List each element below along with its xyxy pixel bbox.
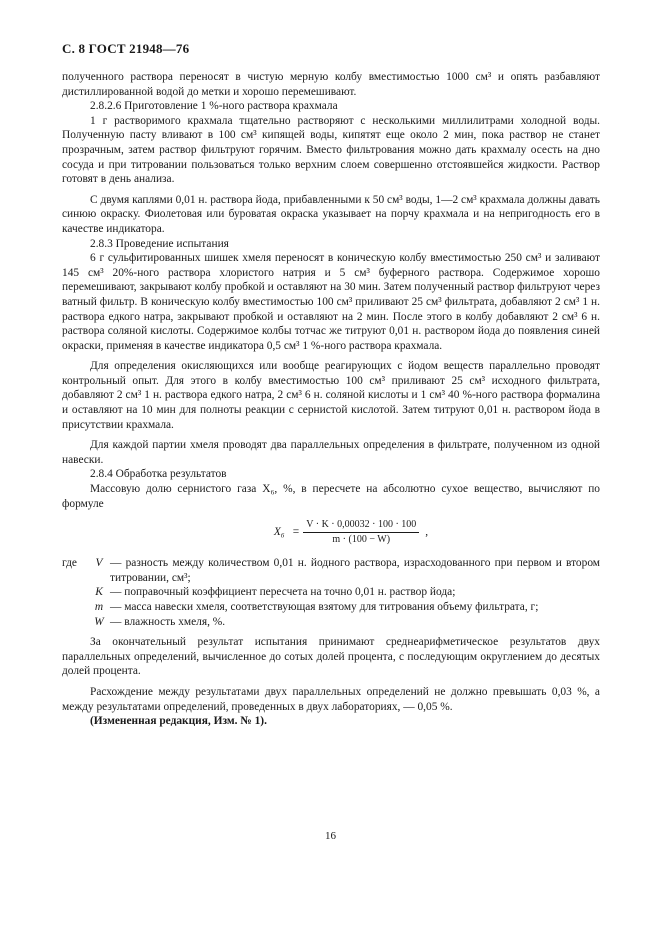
page-header: С. 8 ГОСТ 21948—76: [62, 41, 190, 56]
where-definition: — поправочный коэффициент пересчета на точно 0,01 н. раствор йода;: [110, 586, 456, 599]
paragraph: Для определения окисляющихся или вообще реагирующих с йодом веществ параллельно проводят контрольный опыт. Для этого в колбу вместимостью 100 см³ приливают 25 см³ исходного фильтрата, добавляют 2 см³ 1 н. раствора едкого натра, 2 см³ 6 н. соляной кислоты и 1 см³ 40 %-ного раствора формалина и оставляют на 10 мин для полноты реакции с сернистой кислотой. Затем титруют 0,01 н. раствором йода в присутствии крахмала.: [62, 360, 600, 431]
page-number: 16: [325, 830, 336, 842]
formula-fraction: [303, 519, 419, 546]
edition-note: (Измененная редакция, Изм. № 1).: [90, 715, 267, 728]
document-body: [62, 70, 600, 729]
where-definition: — разность между количеством 0,01 н. йодного раствора, израсходованного при первом и втором титровании, см³;: [110, 557, 600, 584]
formula: [62, 519, 600, 546]
paragraph: 6 г сульфитированных шишек хмеля переносят в коническую колбу вместимостью 250 см³ и заливают 145 см³ 20%-ного раствора хлористого натрия и 5 см³ буферного раствора. Содержимое хорошо перемешивают, закрывают колбу пробкой и оставляют на 30 мин. Затем полученный раствор фильтруют через ватный фильтр. В коническую колбу вместимостью 100 см³ приливают 25 см³ фильтрата, добавляют 2 см³ 1 н. раствора едкого натра, закрывают пробкой и оставляют на 2 мин. После этого в колбу добавляют 2 см³ 6 н. раствора соляной кислоты. Содержимое колбы тотчас же титруют 0,01 н. раствором йода до появления синей окраски, применяя в качестве индикатора 0,5 см³ 1 %-ного раствора крахмала.: [62, 252, 600, 352]
where-item: [62, 615, 600, 630]
formula-equals: =: [292, 526, 300, 539]
where-item: [62, 600, 600, 615]
paragraph: полученного раствора переносят в чистую мерную колбу вместимостью 1000 см³ и опять разбавляют дистиллированной водой до метки и хорошо перемешивают.: [62, 71, 600, 98]
where-lead: где: [62, 557, 77, 570]
where-symbol: m: [94, 601, 104, 613]
formula-lhs: X₆: [273, 526, 285, 539]
where-symbol: K: [95, 586, 103, 599]
where-item: [62, 556, 600, 585]
paragraph: С двумя каплями 0,01 н. раствора йода, прибавленными к 50 см³ воды, 1—2 см³ крахмала должны давать синюю окраску. Фиолетовая или буроватая окраска указывает на порчу крахмала и на непригодность его в качестве индикатора.: [62, 193, 600, 235]
section-heading: 2.8.2.6 Приготовление 1 %-ного раствора крахмала: [90, 100, 338, 113]
where-symbol: W: [94, 615, 104, 628]
paragraph: Расхождение между результатами двух параллельных определений не должно превышать 0,03 %, а между результатами определений, проведенных в двух лабораториях, — 0,05 %.: [62, 685, 600, 713]
formula-denominator: m · (100 − W): [332, 534, 391, 546]
where-definition: — влажность хмеля, %.: [110, 615, 226, 628]
paragraph: За окончательный результат испытания принимают среднеарифметическое результатов двух параллельных определений, вычисленное до сотых долей процента, с последующим округлением до десятых долей процента.: [62, 636, 600, 678]
paragraph: Для каждой партии хмеля проводят два параллельных определения в фильтрате, полученном из одной навески.: [62, 439, 600, 466]
formula-numerator: V · K · 0,00032 · 100 · 100: [303, 519, 419, 533]
section-heading: 2.8.4 Обработка результатов: [90, 468, 227, 481]
where-symbol: V: [95, 557, 103, 570]
section-heading: 2.8.3 Проведение испытания: [90, 237, 229, 250]
formula-trail: ,: [425, 526, 429, 539]
paragraph: 1 г растворимого крахмала тщательно растворяют с несколькими миллилитрами холодной воды. Полученную пасту вливают в 100 см³ кипящей воды, кипятят еще около 2 мин, пока раствор не станет прозрачным, затем раствор фильтруют горячим. Вместо фильтрования можно дать крахмалу осесть на дно сосуда и при титровании пользоваться только верхним слоем совершенно отстоявшейся жидкости. Раствор готовят в день анализа.: [62, 114, 600, 186]
where-item: [62, 585, 600, 600]
paragraph: Массовую долю сернистого газа X₆, %, в пересчете на абсолютно сухое вещество, вычисляют по формуле: [62, 483, 600, 510]
where-definition: — масса навески хмеля, соответствующая взятому для титрования объему фильтрата, г;: [110, 601, 539, 613]
